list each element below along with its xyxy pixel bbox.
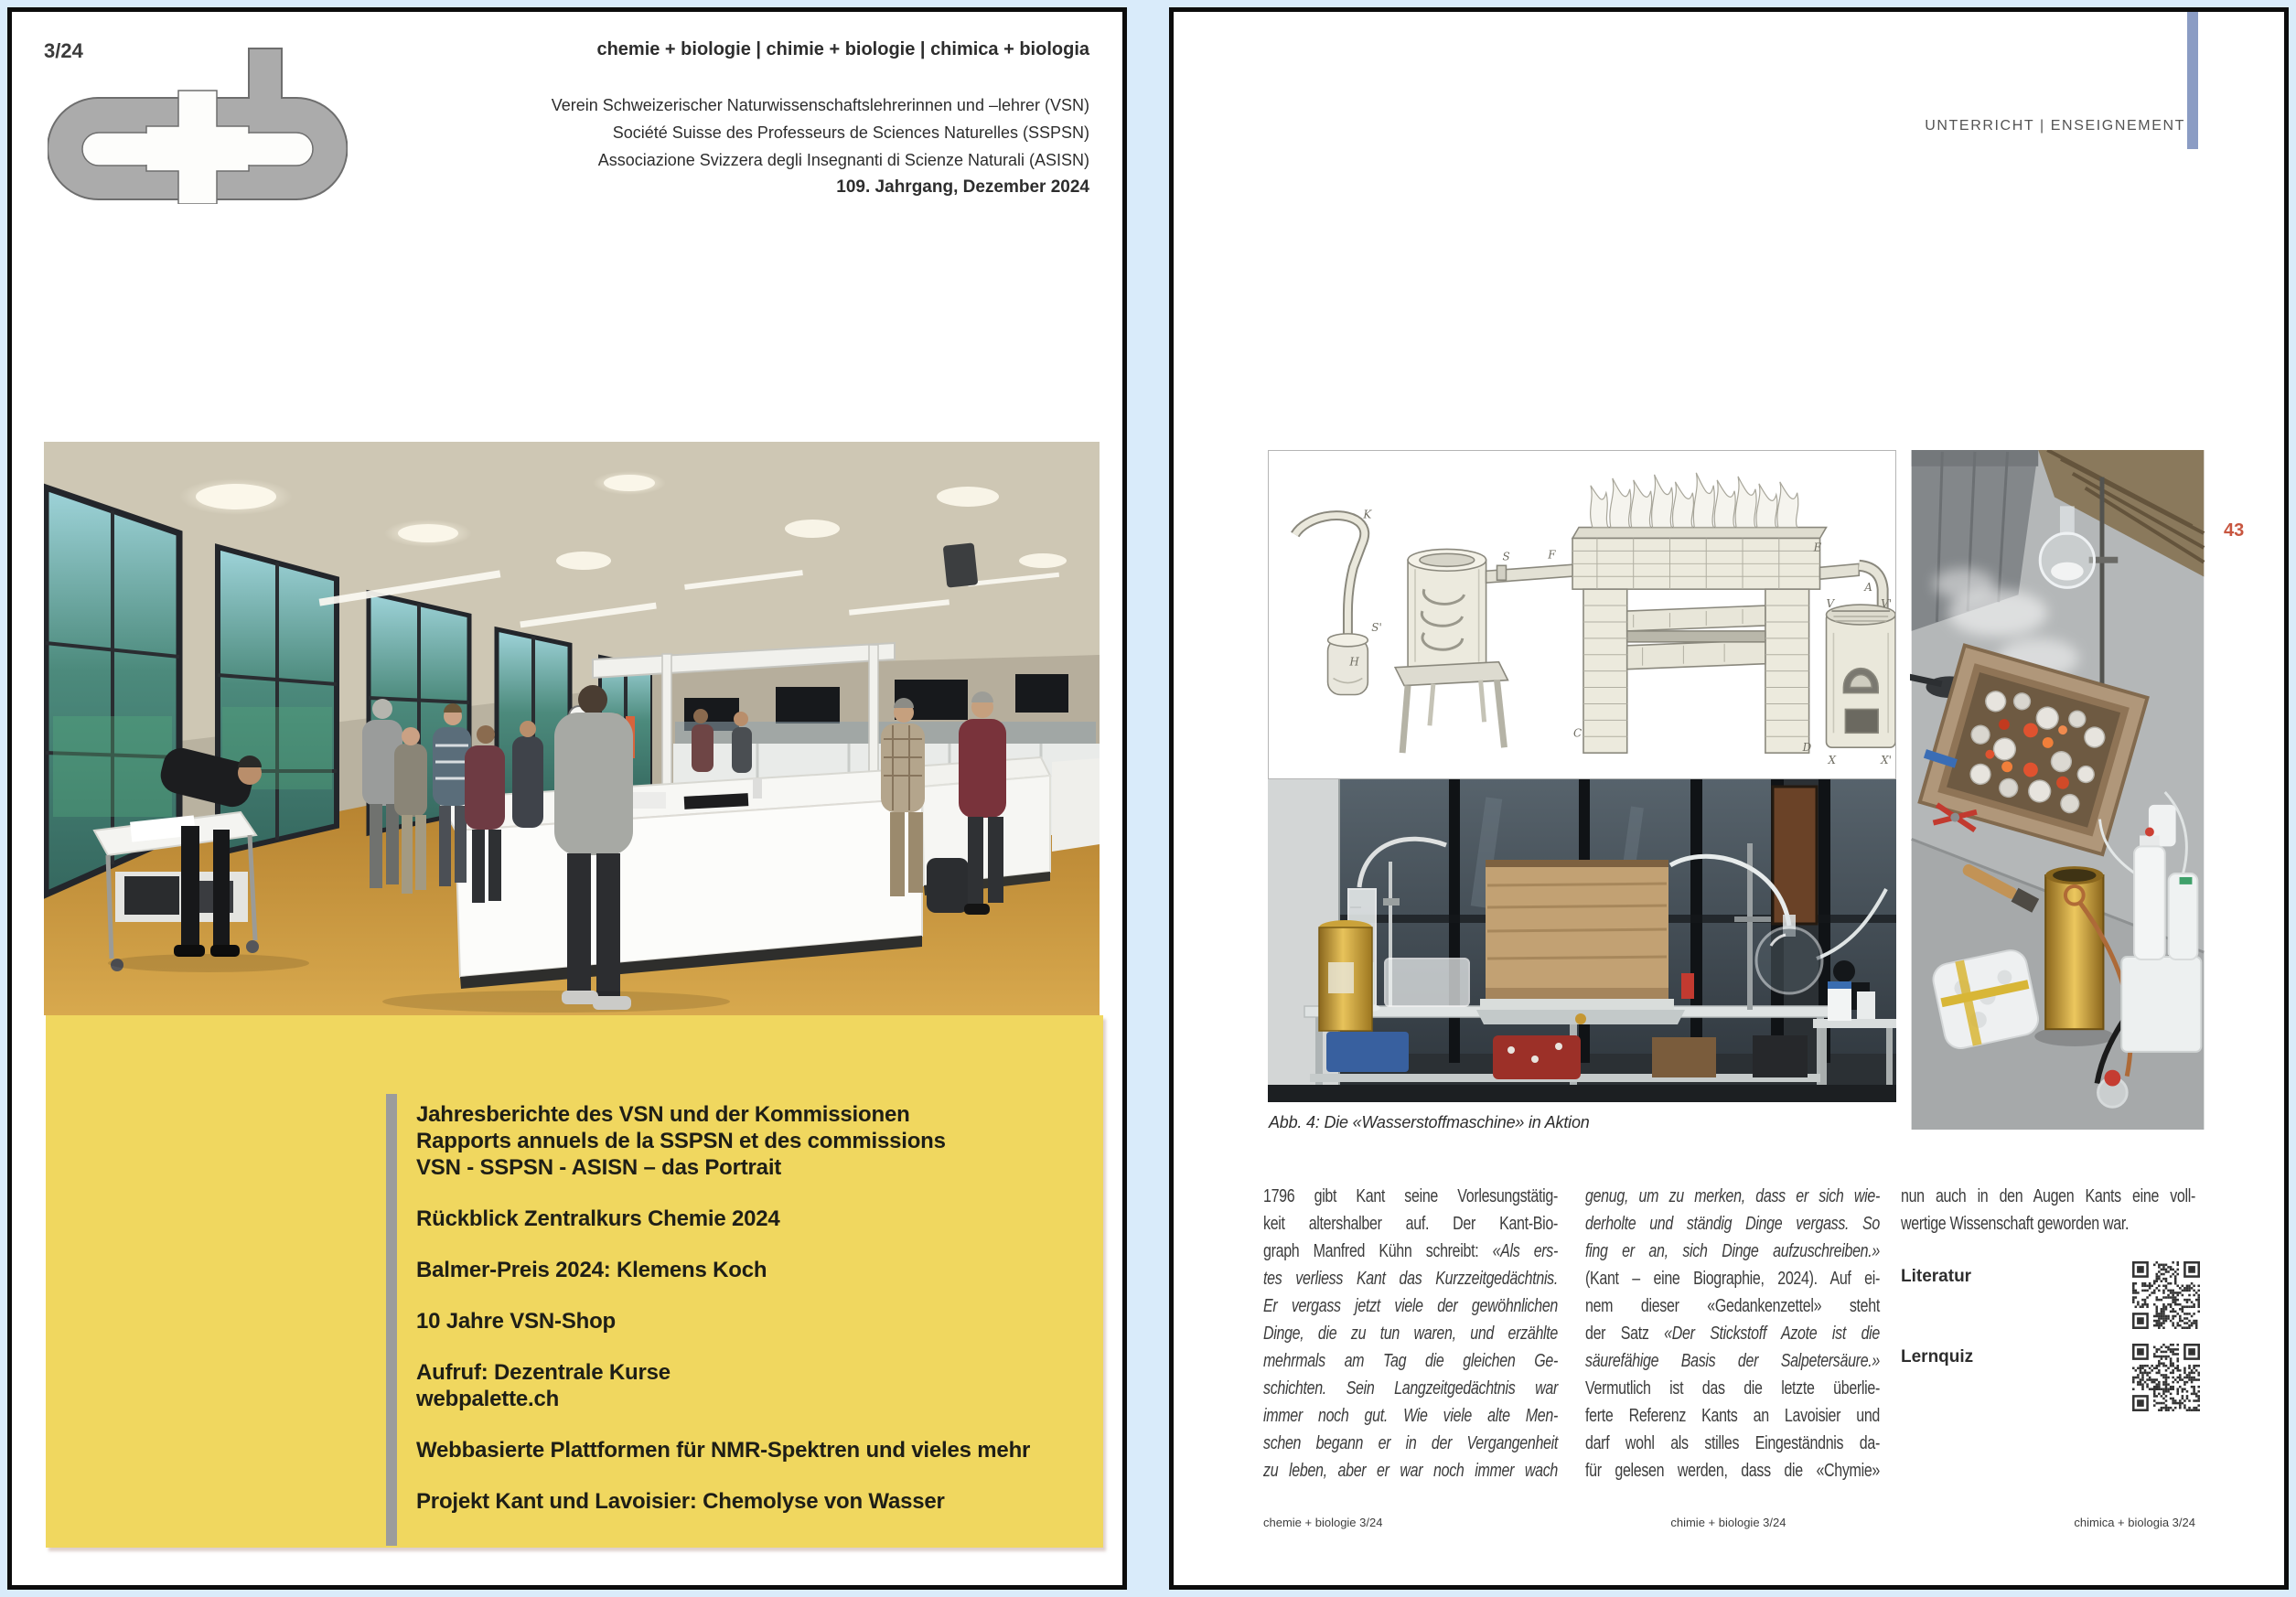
toc-entry: Webbasierte Plattformen für NMR-Spektren und vieles mehr — [416, 1438, 1031, 1463]
toc-entry: Balmer-Preis 2024: Klemens Koch — [416, 1258, 767, 1282]
engraving-figure — [1268, 450, 1896, 779]
svg-text:V': V' — [1881, 597, 1893, 611]
toc-group — [416, 1437, 1093, 1463]
article-text-line: graph Manfred Kühn schreibt: «Als ers- — [1263, 1241, 1559, 1261]
svg-text:X: X — [1828, 754, 1836, 767]
section-accent-bar — [2187, 12, 2198, 149]
article-text-line: fing er an, sich Dinge aufzuschreiben.» — [1585, 1241, 1881, 1261]
cover-page — [7, 7, 1127, 1590]
toc-group — [416, 1488, 1093, 1515]
article-text-line: Er vergass jetzt viele der gewöhnlichen — [1263, 1296, 1559, 1316]
toc-group — [416, 1308, 1093, 1334]
toc-group — [416, 1206, 1093, 1232]
toc-entry: Projekt Kant und Lavoisier: Chemolyse von Wasser — [416, 1489, 945, 1514]
footer-left: chemie + biologie 3/24 — [1263, 1516, 1383, 1529]
qr-code-literatur — [2132, 1261, 2200, 1329]
toc-accent-bar — [386, 1094, 397, 1546]
article-column-2 — [1585, 1183, 1880, 1484]
article-text-line: säurefähige Basis der Salpetersäure.» — [1585, 1351, 1881, 1371]
toc-entry: VSN - SSPSN - ASISN – das Portrait — [416, 1155, 782, 1180]
footer-row — [1263, 1516, 2195, 1529]
association-line: Société Suisse des Professeurs de Sciences Naturelles (SSPSN) — [612, 123, 1089, 142]
article-text-line: mehrmals am Tag die gleichen Ge- — [1263, 1351, 1559, 1371]
article-text-line: schichten. Sein Langzeitgedächtnis war — [1263, 1378, 1559, 1399]
article-column-1 — [1263, 1183, 1558, 1484]
article-text-line: nem dieser «Gedankenzettel» steht — [1585, 1296, 1881, 1316]
toc-entry: Rapports annuels de la SSPSN et des commissions — [416, 1129, 946, 1153]
toc-entry: webpalette.ch — [416, 1387, 560, 1411]
cb-logo — [48, 47, 348, 204]
masthead — [552, 39, 1089, 201]
article-page — [1169, 7, 2289, 1590]
article-text-line: ferte Referenz Kants an Lavoisier und — [1585, 1406, 1881, 1426]
figure-caption: Abb. 4: Die «Wasserstoffmaschine» in Aktion — [1269, 1113, 1590, 1131]
svg-text:V: V — [1826, 597, 1835, 611]
svg-text:S: S — [1502, 550, 1510, 563]
article-text-line: Dinge, die zu tun waren, und erzählte — [1263, 1324, 1559, 1344]
lavoisier-apparatus-engraving — [1269, 451, 1895, 778]
masthead-title: chemie + biologie | chimie + biologie | chimica + biologia — [596, 39, 1089, 59]
svg-text:S': S' — [1371, 620, 1382, 634]
article-text-line: wertige Wissenschaft geworden war. — [1901, 1214, 2130, 1234]
toc-entry: Jahresberichte des VSN und der Kommissionen — [416, 1102, 910, 1127]
article-text-line: für gelesen werden, dass die «Chymie» — [1585, 1461, 1881, 1481]
issue-number: 3/24 — [44, 39, 83, 62]
toc-group — [416, 1101, 1093, 1181]
association-line: Associazione Svizzera degli Insegnanti di Scienze Naturali (ASISN) — [597, 151, 1089, 169]
photo-wasserstoffmaschine — [1268, 779, 1896, 1102]
toc-entry: 10 Jahre VSN-Shop — [416, 1309, 617, 1334]
article-column-3 — [1901, 1183, 2195, 1238]
svg-text:X': X' — [1881, 754, 1892, 767]
section-header: UNTERRICHT | ENSEIGNEMENT — [1925, 118, 2185, 134]
toc-group — [416, 1359, 1093, 1412]
article-text-line: Vermutlich ist das die letzte überlie- — [1585, 1378, 1881, 1399]
article-text-line: keit altershalber auf. Der Kant-Bio- — [1263, 1214, 1559, 1234]
article-text-line: nun auch in den Augen Kants eine voll- — [1901, 1186, 2196, 1206]
svg-text:K: K — [1363, 508, 1372, 521]
toc-list — [416, 1101, 1093, 1539]
svg-text:F: F — [1548, 548, 1556, 562]
association-line: Verein Schweizerischer Naturwissenschaftslehrerinnen und –lehrer (VSN) — [551, 96, 1089, 114]
edition-line: 109. Jahrgang, Dezember 2024 — [836, 177, 1089, 197]
svg-text:E: E — [1813, 541, 1822, 554]
article-text-line: darf wohl als stilles Eingeständnis da- — [1585, 1433, 1881, 1453]
article-text-line: immer noch gut. Wie viele alte Men- — [1263, 1406, 1559, 1426]
svg-text:D: D — [1802, 741, 1812, 755]
article-text-line: zu leben, aber er war noch immer wach — [1263, 1461, 1559, 1481]
page-number: 43 — [2224, 520, 2245, 541]
toc-entry: Rückblick Zentralkurs Chemie 2024 — [416, 1206, 780, 1231]
article-text-line: derholte und ständig Dinge vergass. So — [1585, 1214, 1881, 1234]
svg-text:A: A — [1864, 581, 1872, 595]
footer-right: chimica + biologia 3/24 — [2074, 1516, 2195, 1529]
lernquiz-label: Lernquiz — [1901, 1347, 1974, 1367]
article-text-line: tes verliess Kant das Kurzzeitgedächtnis. — [1263, 1269, 1559, 1289]
svg-text:C: C — [1573, 726, 1583, 740]
article-text-line: genug, um zu merken, dass er sich wie- — [1585, 1186, 1881, 1206]
photo-apparatus-outdoor — [1910, 450, 2205, 1130]
article-text-line: 1796 gibt Kant seine Vorlesungstätig- — [1263, 1186, 1559, 1206]
qr-code-lernquiz — [2132, 1344, 2200, 1411]
toc-group — [416, 1257, 1093, 1283]
article-text-line: der Satz «Der Stickstoff Azote ist die — [1585, 1324, 1881, 1344]
svg-text:H: H — [1349, 655, 1359, 669]
toc-entry: Aufruf: Dezentrale Kurse — [416, 1360, 671, 1385]
article-text-line: (Kant – eine Biographie, 2024). Auf ei- — [1585, 1269, 1881, 1289]
article-text-line: schen begann er in der Vergangenheit — [1263, 1433, 1559, 1453]
footer-center: chimie + biologie 3/24 — [1670, 1516, 1786, 1529]
cover-photo — [44, 442, 1100, 1015]
literatur-label: Literatur — [1901, 1267, 1972, 1286]
